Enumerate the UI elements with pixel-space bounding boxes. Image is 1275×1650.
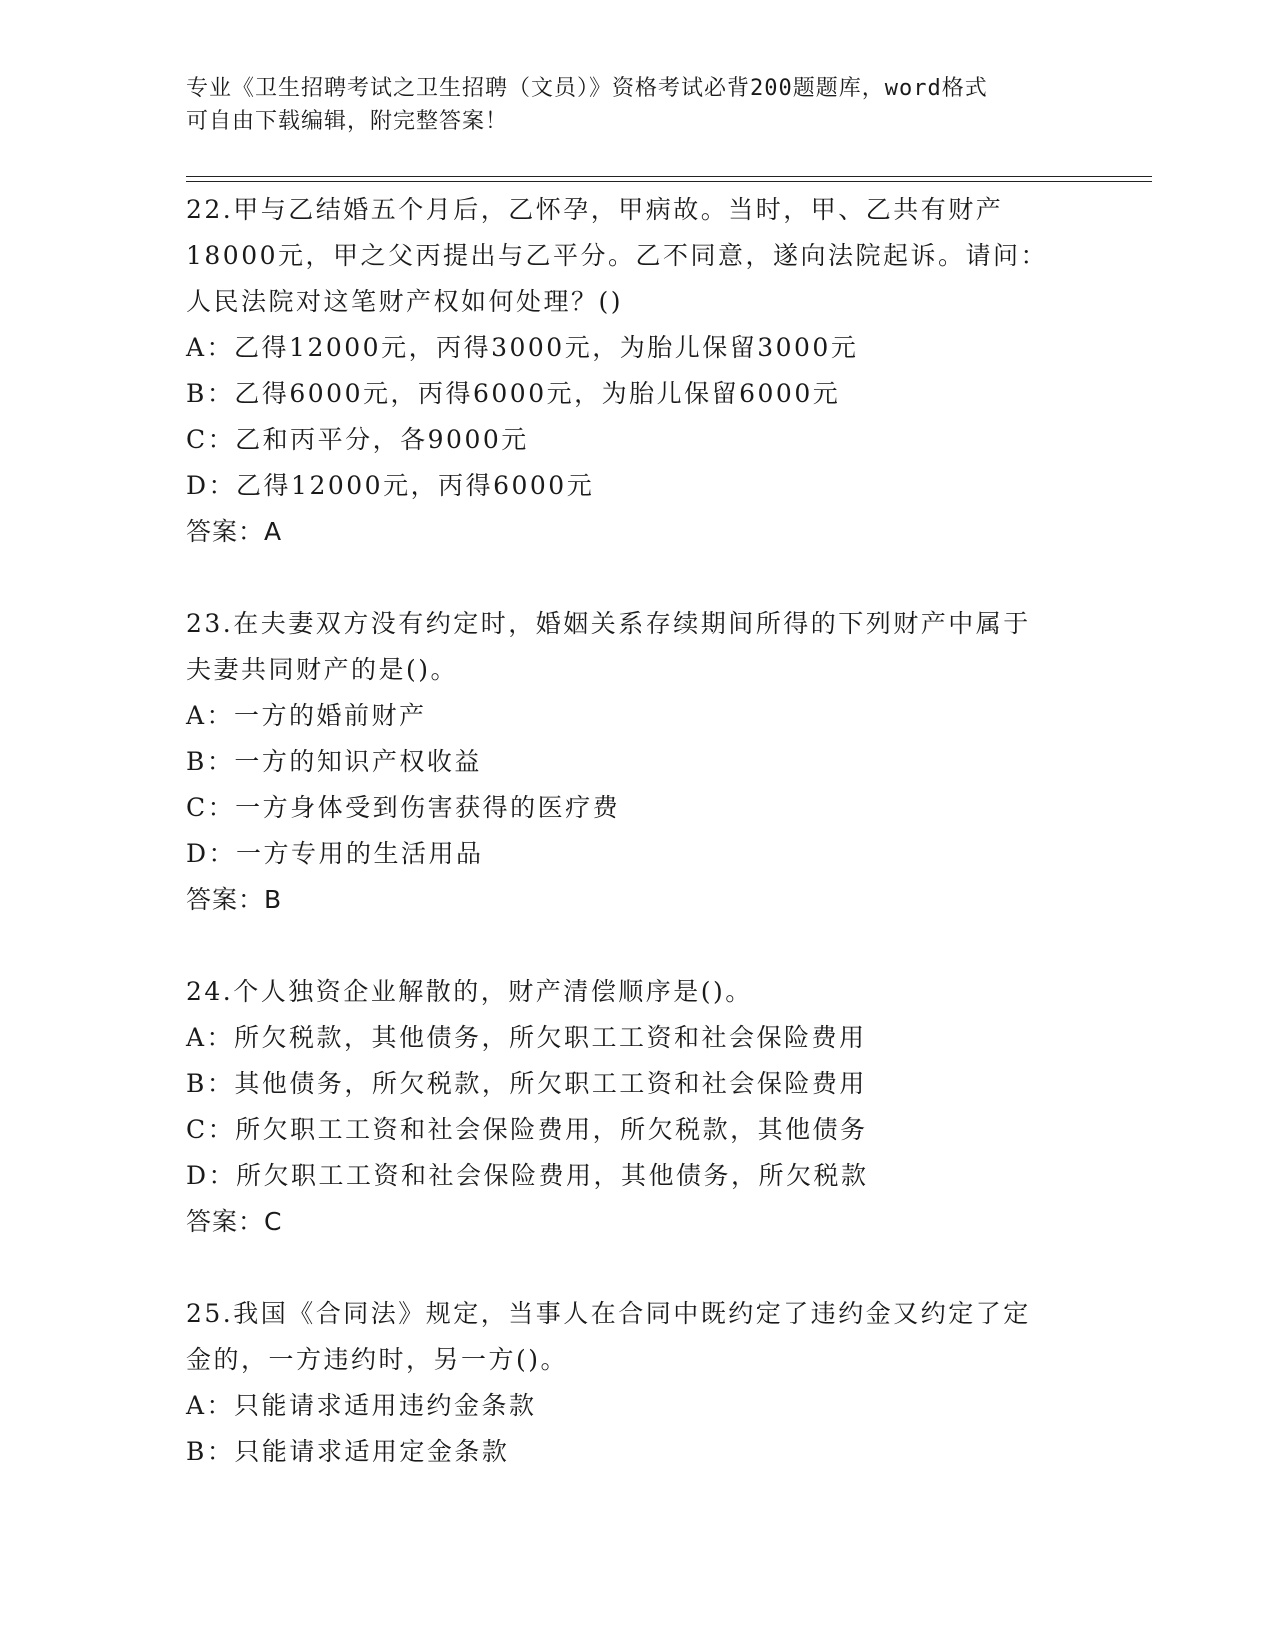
question-23 — [186, 601, 1086, 923]
question-text-line: 24.个人独资企业解散的，财产清偿顺序是()。 — [186, 977, 753, 1006]
option-c: C：乙和丙平分，各9000元 — [186, 425, 529, 454]
question-list — [186, 187, 1086, 1475]
option-a: A：乙得12000元，丙得3000元，为胎儿保留3000元 — [186, 333, 859, 362]
answer-line: 答案：C — [186, 1207, 283, 1236]
question-text-line: 22.甲与乙结婚五个月后，乙怀孕，甲病故。当时，甲、乙共有财产 — [186, 195, 1004, 224]
header-line-2: 可自由下载编辑，附完整答案！ — [186, 109, 509, 134]
option-b: B：其他债务，所欠税款，所欠职工工资和社会保险费用 — [186, 1069, 867, 1098]
option-d: D：一方专用的生活用品 — [186, 839, 484, 868]
question-text-line: 18000元，甲之父丙提出与乙平分。乙不同意，遂向法院起诉。请问： — [186, 241, 1049, 270]
question-text-line: 夫妻共同财产的是()。 — [186, 655, 459, 684]
option-a: A：所欠税款，其他债务，所欠职工工资和社会保险费用 — [186, 1023, 867, 1052]
question-24 — [186, 969, 1086, 1245]
header-line-1: 专业《卫生招聘考试之卫生招聘（文员）》资格考试必背200题题库，word格式 — [186, 76, 988, 101]
question-text-line: 金的，一方违约时，另一方()。 — [186, 1345, 569, 1374]
option-d: D：所欠职工工资和社会保险费用，其他债务，所欠税款 — [186, 1161, 869, 1190]
option-b: B：一方的知识产权收益 — [186, 747, 482, 776]
option-c: C：所欠职工工资和社会保险费用，所欠税款，其他债务 — [186, 1115, 868, 1144]
option-c: C：一方身体受到伤害获得的医疗费 — [186, 793, 621, 822]
option-b: B：只能请求适用定金条款 — [186, 1437, 510, 1466]
option-b: B：乙得6000元，丙得6000元，为胎儿保留6000元 — [186, 379, 841, 408]
option-a: A：只能请求适用违约金条款 — [186, 1391, 537, 1420]
answer-line: 答案：A — [186, 517, 283, 546]
question-text-line: 23.在夫妻双方没有约定时，婚姻关系存续期间所得的下列财产中属于 — [186, 609, 1031, 638]
question-25 — [186, 1291, 1086, 1475]
header-divider-bottom — [186, 181, 1152, 182]
question-text-line: 25.我国《合同法》规定，当事人在合同中既约定了违约金又约定了定 — [186, 1299, 1031, 1328]
option-d: D：乙得12000元，丙得6000元 — [186, 471, 595, 500]
question-text-line: 人民法院对这笔财产权如何处理？() — [186, 287, 624, 316]
document-header — [186, 72, 1066, 138]
option-a: A：一方的婚前财产 — [186, 701, 427, 730]
answer-line: 答案：B — [186, 885, 283, 914]
question-22 — [186, 187, 1086, 555]
header-divider-top — [186, 176, 1152, 177]
